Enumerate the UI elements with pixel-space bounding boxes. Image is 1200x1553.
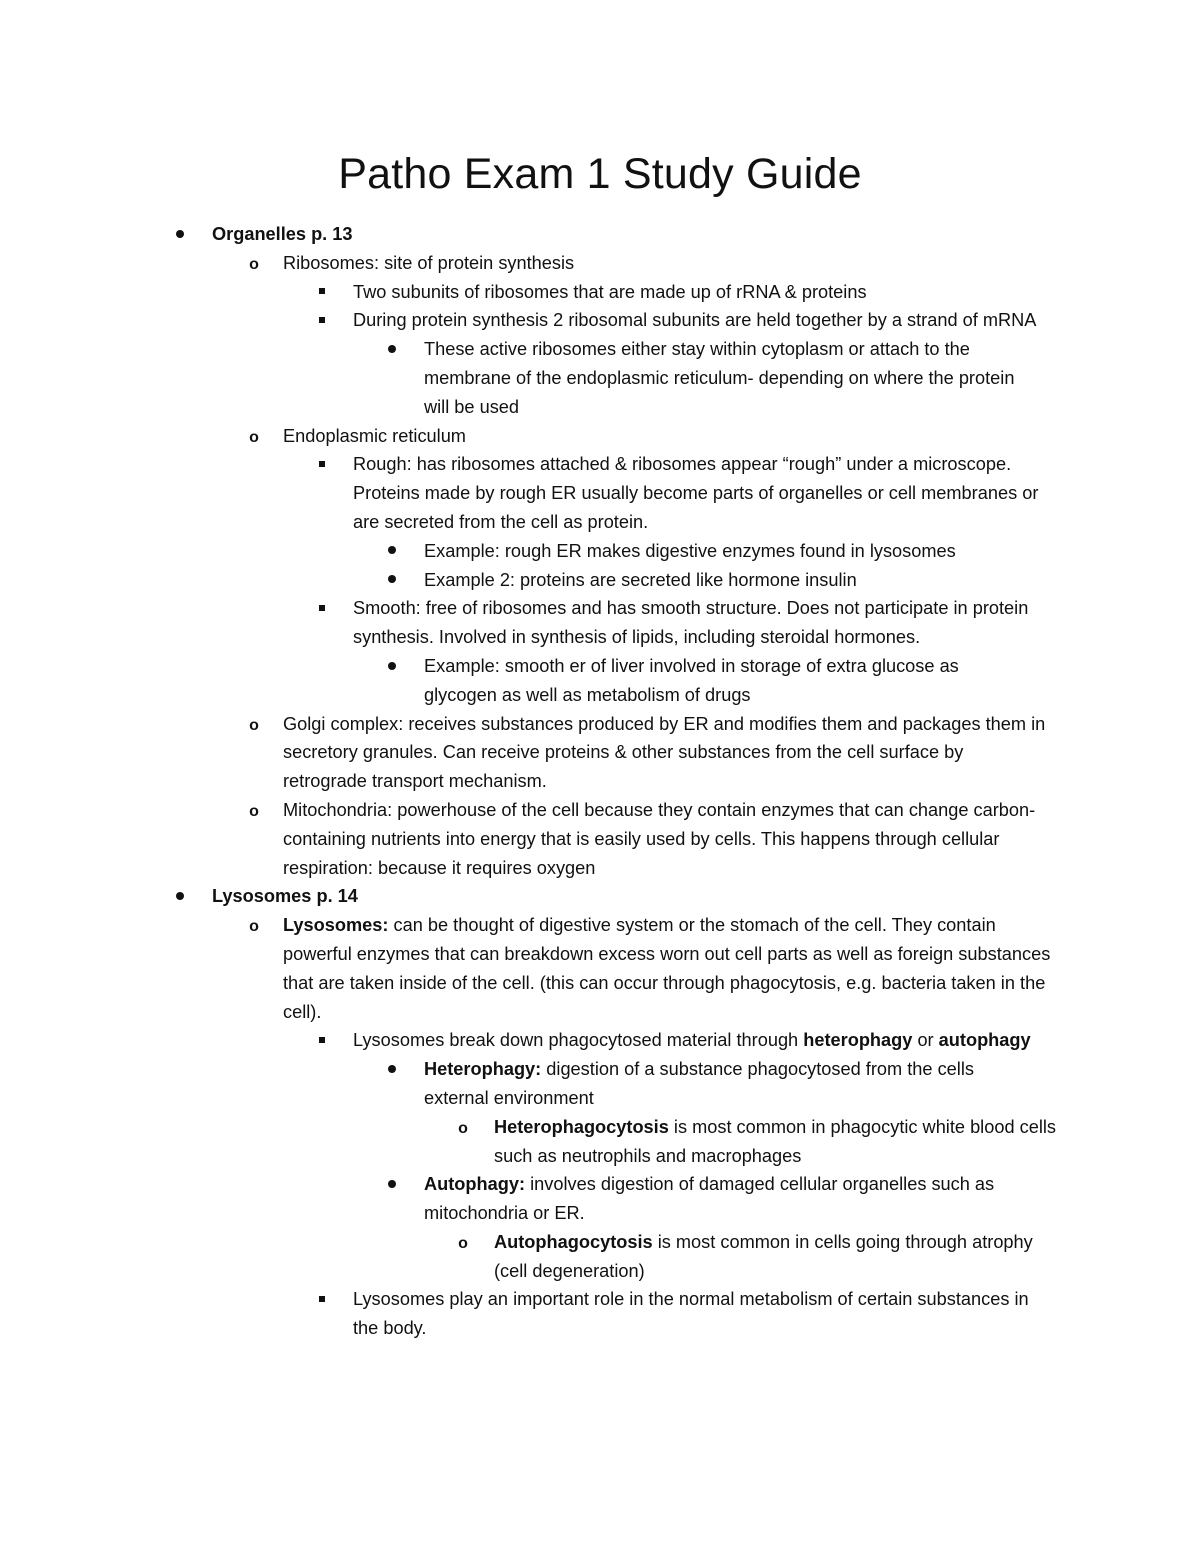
bullet-circle-icon: o bbox=[249, 802, 259, 820]
item-text: Lysosomes break down phagocytosed material through bbox=[353, 1030, 804, 1051]
bold-term: heterophagy bbox=[803, 1030, 913, 1051]
outline-item-text bbox=[283, 911, 1052, 1026]
outline-item-level-4 bbox=[0, 1055, 1200, 1113]
item-text: Two subunits of ribosomes that are made up of rRNA & proteins bbox=[353, 281, 867, 302]
outline-item-level-5 bbox=[0, 1228, 1200, 1286]
outline-item-level-3 bbox=[0, 594, 1200, 652]
outline-item-text bbox=[424, 335, 1030, 421]
outline-item-level-4 bbox=[0, 652, 1200, 710]
outline-item-level-2 bbox=[0, 911, 1200, 1026]
bullet-dot-icon bbox=[382, 1170, 402, 1199]
item-text: Endoplasmic reticulum bbox=[283, 425, 466, 446]
item-text: Example: smooth er of liver involved in storage of extra glucose as glycogen as well as metabolism of drugs bbox=[424, 655, 959, 705]
item-text: Ribosomes: site of protein synthesis bbox=[283, 252, 575, 273]
outline-item-text bbox=[212, 220, 1080, 249]
outline-item-level-2 bbox=[0, 249, 1200, 278]
bullet-dot-icon bbox=[382, 335, 402, 364]
item-text: or bbox=[912, 1030, 939, 1051]
outline-item-level-2 bbox=[0, 422, 1200, 451]
outline-item-text bbox=[353, 278, 1050, 307]
bullet-circle-icon: o bbox=[249, 255, 259, 273]
outline-item-level-5 bbox=[0, 1113, 1200, 1171]
bullet-circle-icon: o bbox=[249, 918, 259, 936]
bullet-square-icon bbox=[312, 306, 332, 335]
outline-item-text bbox=[353, 306, 1050, 335]
bold-term: Autophagy: bbox=[424, 1174, 526, 1195]
item-text: These active ribosomes either stay within cytoplasm or attach to the membrane of the endoplasmic reticulum- depending on where the protein will be used bbox=[424, 339, 1015, 417]
outline-item-text bbox=[494, 1113, 1060, 1171]
bullet-circle-icon: o bbox=[249, 716, 259, 734]
bullet-square-icon bbox=[312, 1026, 332, 1055]
bold-term: Lysosomes: bbox=[283, 915, 389, 936]
outline-item-text bbox=[424, 1055, 1030, 1113]
outline-item-level-1 bbox=[0, 882, 1200, 911]
outline-item-level-3 bbox=[0, 1285, 1200, 1343]
item-text: digestion of a substance phagocytosed from the cells external environment bbox=[424, 1059, 974, 1108]
outline-item-text bbox=[353, 1026, 1050, 1055]
outline-item-level-1 bbox=[0, 220, 1200, 249]
bold-term: Lysosomes p. 14 bbox=[212, 886, 358, 907]
item-text: involves digestion of damaged cellular organelles such as mitochondria or ER. bbox=[424, 1174, 995, 1224]
item-text: Rough: has ribosomes attached & ribosomes appear “rough” under a microscope. Proteins made by rough ER usually become parts of organelles or cell membranes or are secreted from the cell as protein. bbox=[353, 454, 1039, 532]
bullet-circle-icon: o bbox=[458, 1234, 468, 1252]
bullet-square-icon bbox=[312, 278, 332, 307]
outline-item-level-2 bbox=[0, 796, 1200, 882]
outline-item-text bbox=[424, 537, 1030, 566]
bullet-dot-icon bbox=[170, 220, 190, 249]
outline-item-level-3 bbox=[0, 450, 1200, 536]
bold-term: Organelles p. 13 bbox=[212, 224, 353, 244]
item-text: is most common in phagocytic white blood cells such as neutrophils and macrophages bbox=[494, 1116, 1057, 1166]
outline-item-text bbox=[283, 249, 1052, 278]
bullet-circle-icon: o bbox=[458, 1119, 468, 1137]
item-text: Example: rough ER makes digestive enzymes found in lysosomes bbox=[424, 540, 956, 561]
item-text: is most common in cells going through atrophy (cell degeneration) bbox=[494, 1231, 1033, 1281]
outline-item-level-4 bbox=[0, 537, 1200, 566]
bullet-dot-icon bbox=[382, 1055, 402, 1084]
outline-item-level-4 bbox=[0, 335, 1200, 421]
bullet-circle-icon: o bbox=[249, 428, 259, 446]
outline-list bbox=[0, 220, 1200, 1343]
item-text: can be thought of digestive system or the stomach of the cell. They contain powerful enzymes that can breakdown excess worn out cell parts as well as foreign substances that are taken inside of the cell. (this can occur through phagocytosis, e.g. bacteria taken in the cell). bbox=[283, 915, 1051, 1022]
bullet-dot-icon bbox=[170, 882, 190, 911]
bullet-square-icon bbox=[312, 594, 332, 623]
bullet-dot-icon bbox=[382, 652, 402, 681]
outline-item-text bbox=[283, 710, 1052, 796]
outline-item-level-4 bbox=[0, 566, 1200, 595]
outline-item-text bbox=[353, 594, 1050, 652]
item-text: During protein synthesis 2 ribosomal subunits are held together by a strand of mRNA bbox=[353, 310, 1037, 331]
outline-item-level-4 bbox=[0, 1170, 1200, 1228]
outline-item-level-3 bbox=[0, 278, 1200, 307]
outline-item-text bbox=[424, 566, 1030, 595]
bullet-dot-icon bbox=[382, 566, 402, 595]
bullet-square-icon bbox=[312, 450, 332, 479]
outline-item-text bbox=[424, 652, 1030, 710]
item-text: Golgi complex: receives substances produced by ER and modifies them and packages them in secretory granules. Can receive proteins & other substances from the cell surface by retrograde transport mechanism. bbox=[283, 713, 1046, 792]
outline-item-text bbox=[494, 1228, 1060, 1286]
outline-item-text bbox=[353, 1285, 1050, 1343]
outline-item-text bbox=[212, 882, 1080, 911]
bold-term: Heterophagocytosis bbox=[494, 1116, 669, 1137]
outline-item-level-3 bbox=[0, 306, 1200, 335]
outline-item-text bbox=[424, 1170, 1030, 1228]
item-text: Example 2: proteins are secreted like hormone insulin bbox=[424, 569, 857, 590]
item-text: Mitochondria: powerhouse of the cell because they contain enzymes that can change carbon-containing nutrients into energy that is easily used by cells. This happens through cellular respiration: because it requires oxygen bbox=[283, 799, 1036, 878]
item-text: Lysosomes play an important role in the normal metabolism of certain substances in the body. bbox=[353, 1289, 1029, 1339]
bullet-dot-icon bbox=[382, 537, 402, 566]
bullet-square-icon bbox=[312, 1285, 332, 1314]
outline-item-level-2 bbox=[0, 710, 1200, 796]
outline-item-text bbox=[283, 422, 1052, 451]
bold-term: Autophagocytosis bbox=[494, 1231, 653, 1252]
bold-term: autophagy bbox=[938, 1030, 1031, 1051]
document-title: Patho Exam 1 Study Guide bbox=[338, 150, 862, 198]
outline-item-text bbox=[353, 450, 1050, 536]
outline-item-text bbox=[283, 796, 1052, 882]
item-text: Smooth: free of ribosomes and has smooth structure. Does not participate in protein synthesis. Involved in synthesis of lipids, including steroidal hormones. bbox=[353, 598, 1029, 648]
bold-term: Heterophagy: bbox=[424, 1059, 542, 1080]
outline-item-level-3 bbox=[0, 1026, 1200, 1055]
